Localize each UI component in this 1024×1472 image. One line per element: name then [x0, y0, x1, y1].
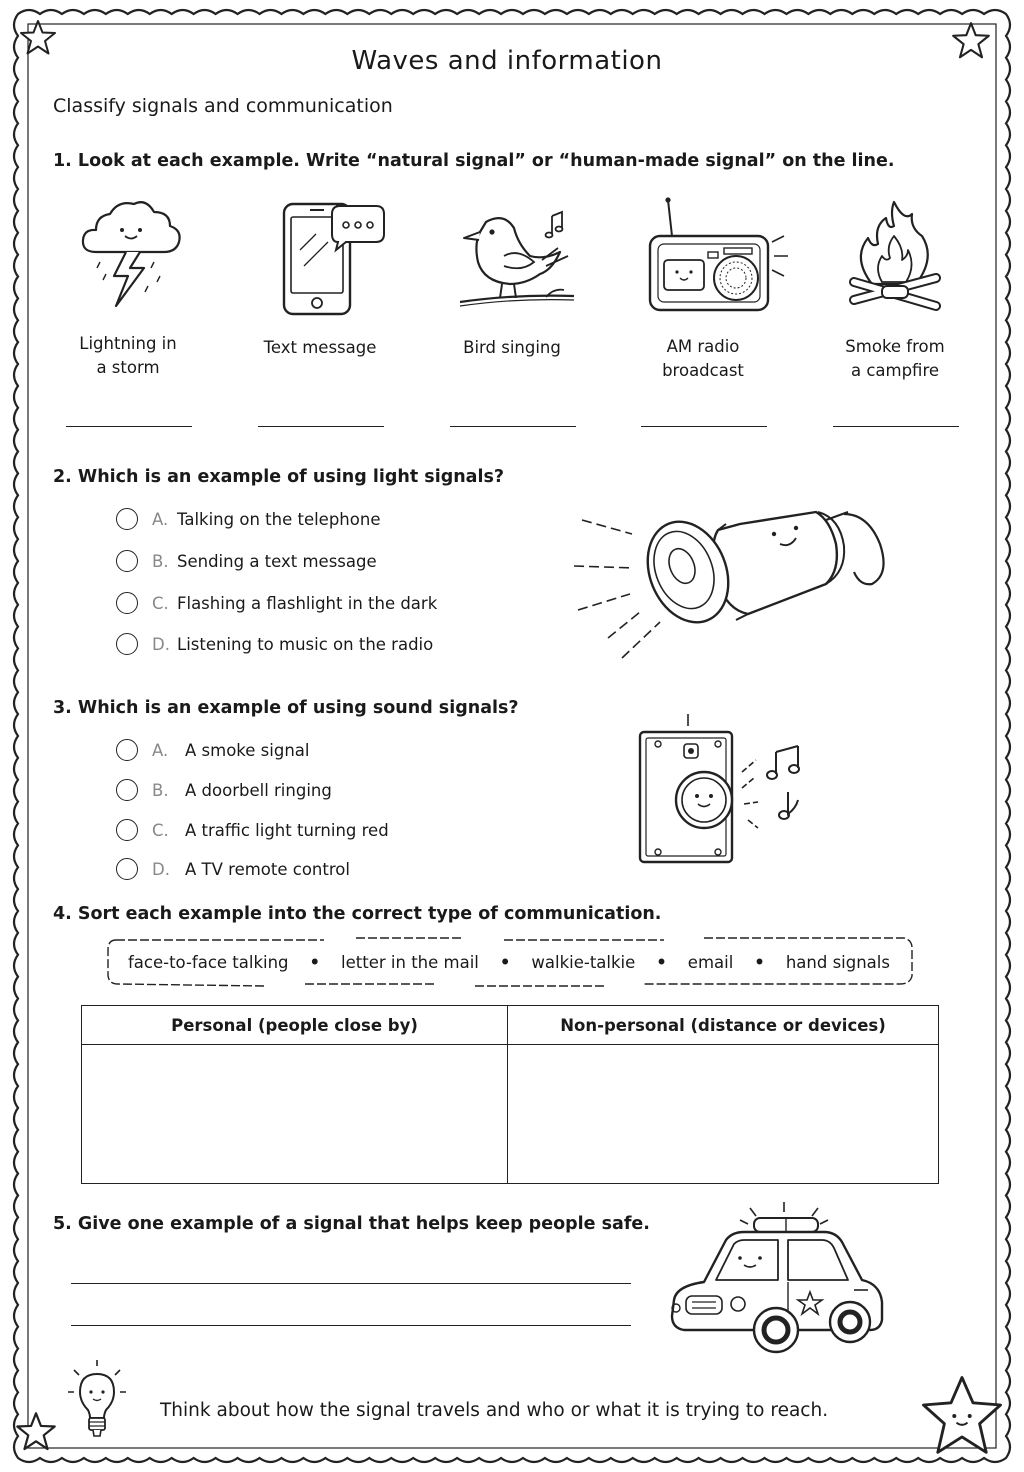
choice-letter: B.	[152, 551, 169, 571]
choice-text: A TV remote control	[185, 859, 350, 879]
radio-button[interactable]	[116, 592, 138, 614]
bullet-separator: •	[754, 952, 765, 972]
choice-text: Listening to music on the radio	[177, 634, 434, 654]
choice-text: Talking on the telephone	[177, 509, 381, 529]
radio-button[interactable]	[116, 550, 138, 572]
radio-button[interactable]	[116, 633, 138, 655]
word-bank-item[interactable]: email	[687, 952, 734, 972]
radio-button[interactable]	[116, 819, 138, 841]
q3-choice-a[interactable]	[116, 737, 309, 763]
answer-write-line-2[interactable]	[71, 1325, 631, 1326]
label-line: Bird singing	[463, 338, 561, 357]
page-title: Waves and information	[351, 46, 663, 76]
q2-choice-b[interactable]	[116, 548, 377, 574]
label-line: a campfire	[850, 361, 940, 380]
answer-line-3[interactable]	[450, 426, 576, 427]
smartphone-message-icon	[280, 200, 388, 318]
q2-choice-d[interactable]	[116, 631, 433, 657]
answer-line-5[interactable]	[833, 426, 959, 427]
label-line: broadcast	[662, 361, 744, 380]
choice-text: Sending a text message	[177, 551, 377, 571]
choice-text: A traffic light turning red	[185, 820, 389, 840]
label-line: Lightning in	[79, 334, 177, 353]
choice-letter: B.	[152, 780, 169, 800]
column-header-non-personal: Non-personal (distance or devices)	[508, 1006, 938, 1045]
label-line: AM radio	[666, 337, 740, 356]
radio-button[interactable]	[116, 739, 138, 761]
item-label-campfire-smoke	[815, 335, 975, 383]
item-label-lightning	[48, 332, 208, 380]
q3-choice-c[interactable]	[116, 817, 389, 843]
answer-line-2[interactable]	[258, 426, 384, 427]
q3-choice-d[interactable]	[116, 856, 350, 882]
question-5-prompt: 5. Give one example of a signal that helps keep people safe.	[53, 1214, 650, 1234]
bullet-separator: •	[499, 952, 511, 972]
q2-choice-c[interactable]	[116, 590, 437, 616]
choice-letter: A.	[152, 740, 169, 760]
radio-button[interactable]	[116, 508, 138, 530]
star-icon	[14, 1410, 58, 1454]
choice-text: A doorbell ringing	[185, 780, 332, 800]
word-bank-item[interactable]: walkie-talkie	[531, 952, 636, 972]
doorbell-icon	[634, 712, 814, 868]
police-car-icon	[664, 1198, 890, 1358]
choice-letter: A.	[152, 509, 169, 529]
label-line: Smoke from	[845, 337, 945, 356]
non-personal-answer-cell[interactable]	[508, 1045, 938, 1183]
campfire-icon	[846, 196, 944, 314]
choice-text: A smoke signal	[185, 740, 310, 760]
radio-button[interactable]	[116, 858, 138, 880]
label-line: Text message	[263, 338, 377, 357]
word-bank-item[interactable]: face-to-face talking	[127, 952, 289, 972]
column-header-personal: Personal (people close by)	[82, 1006, 508, 1045]
smiling-star-icon	[918, 1372, 1006, 1460]
tip-text: Think about how the signal travels and who or what it is trying to reach.	[160, 1400, 829, 1421]
item-label-am-radio	[623, 335, 783, 383]
bullet-separator: •	[656, 952, 667, 972]
choice-letter: C.	[152, 820, 169, 840]
page-subtitle: Classify signals and communication	[53, 95, 393, 117]
answer-line-4[interactable]	[641, 426, 767, 427]
label-line: a storm	[96, 358, 160, 377]
choice-text: Flashing a flashlight in the dark	[177, 593, 438, 613]
item-label-text-message	[240, 336, 400, 360]
lightbulb-icon	[64, 1358, 130, 1440]
flashlight-icon	[568, 494, 888, 670]
storm-cloud-lightning-icon	[78, 196, 184, 314]
choice-letter: D.	[152, 859, 170, 879]
personal-answer-cell[interactable]	[82, 1045, 508, 1183]
question-4-prompt: 4. Sort each example into the correct type of communication.	[53, 904, 662, 924]
q2-choice-a[interactable]	[116, 506, 380, 532]
word-bank-item[interactable]: letter in the mail	[341, 952, 479, 972]
word-bank	[107, 938, 911, 986]
sort-table	[81, 1005, 939, 1184]
choice-letter: C.	[152, 593, 169, 613]
question-1-prompt: 1. Look at each example. Write “natural signal” or “human-made signal” on the line.	[53, 151, 895, 171]
q3-choice-b[interactable]	[116, 777, 332, 803]
question-2-prompt: 2. Which is an example of using light signals?	[53, 467, 505, 487]
choice-letter: D.	[152, 634, 170, 654]
radio-button[interactable]	[116, 779, 138, 801]
bullet-separator: •	[309, 952, 321, 972]
singing-bird-icon	[456, 200, 578, 318]
answer-line-1[interactable]	[66, 426, 192, 427]
radio-icon	[646, 196, 792, 316]
answer-write-line-1[interactable]	[71, 1283, 631, 1284]
item-label-bird-singing	[432, 336, 592, 360]
question-3-prompt: 3. Which is an example of using sound signals?	[53, 698, 519, 718]
word-bank-item[interactable]: hand signals	[785, 952, 890, 972]
